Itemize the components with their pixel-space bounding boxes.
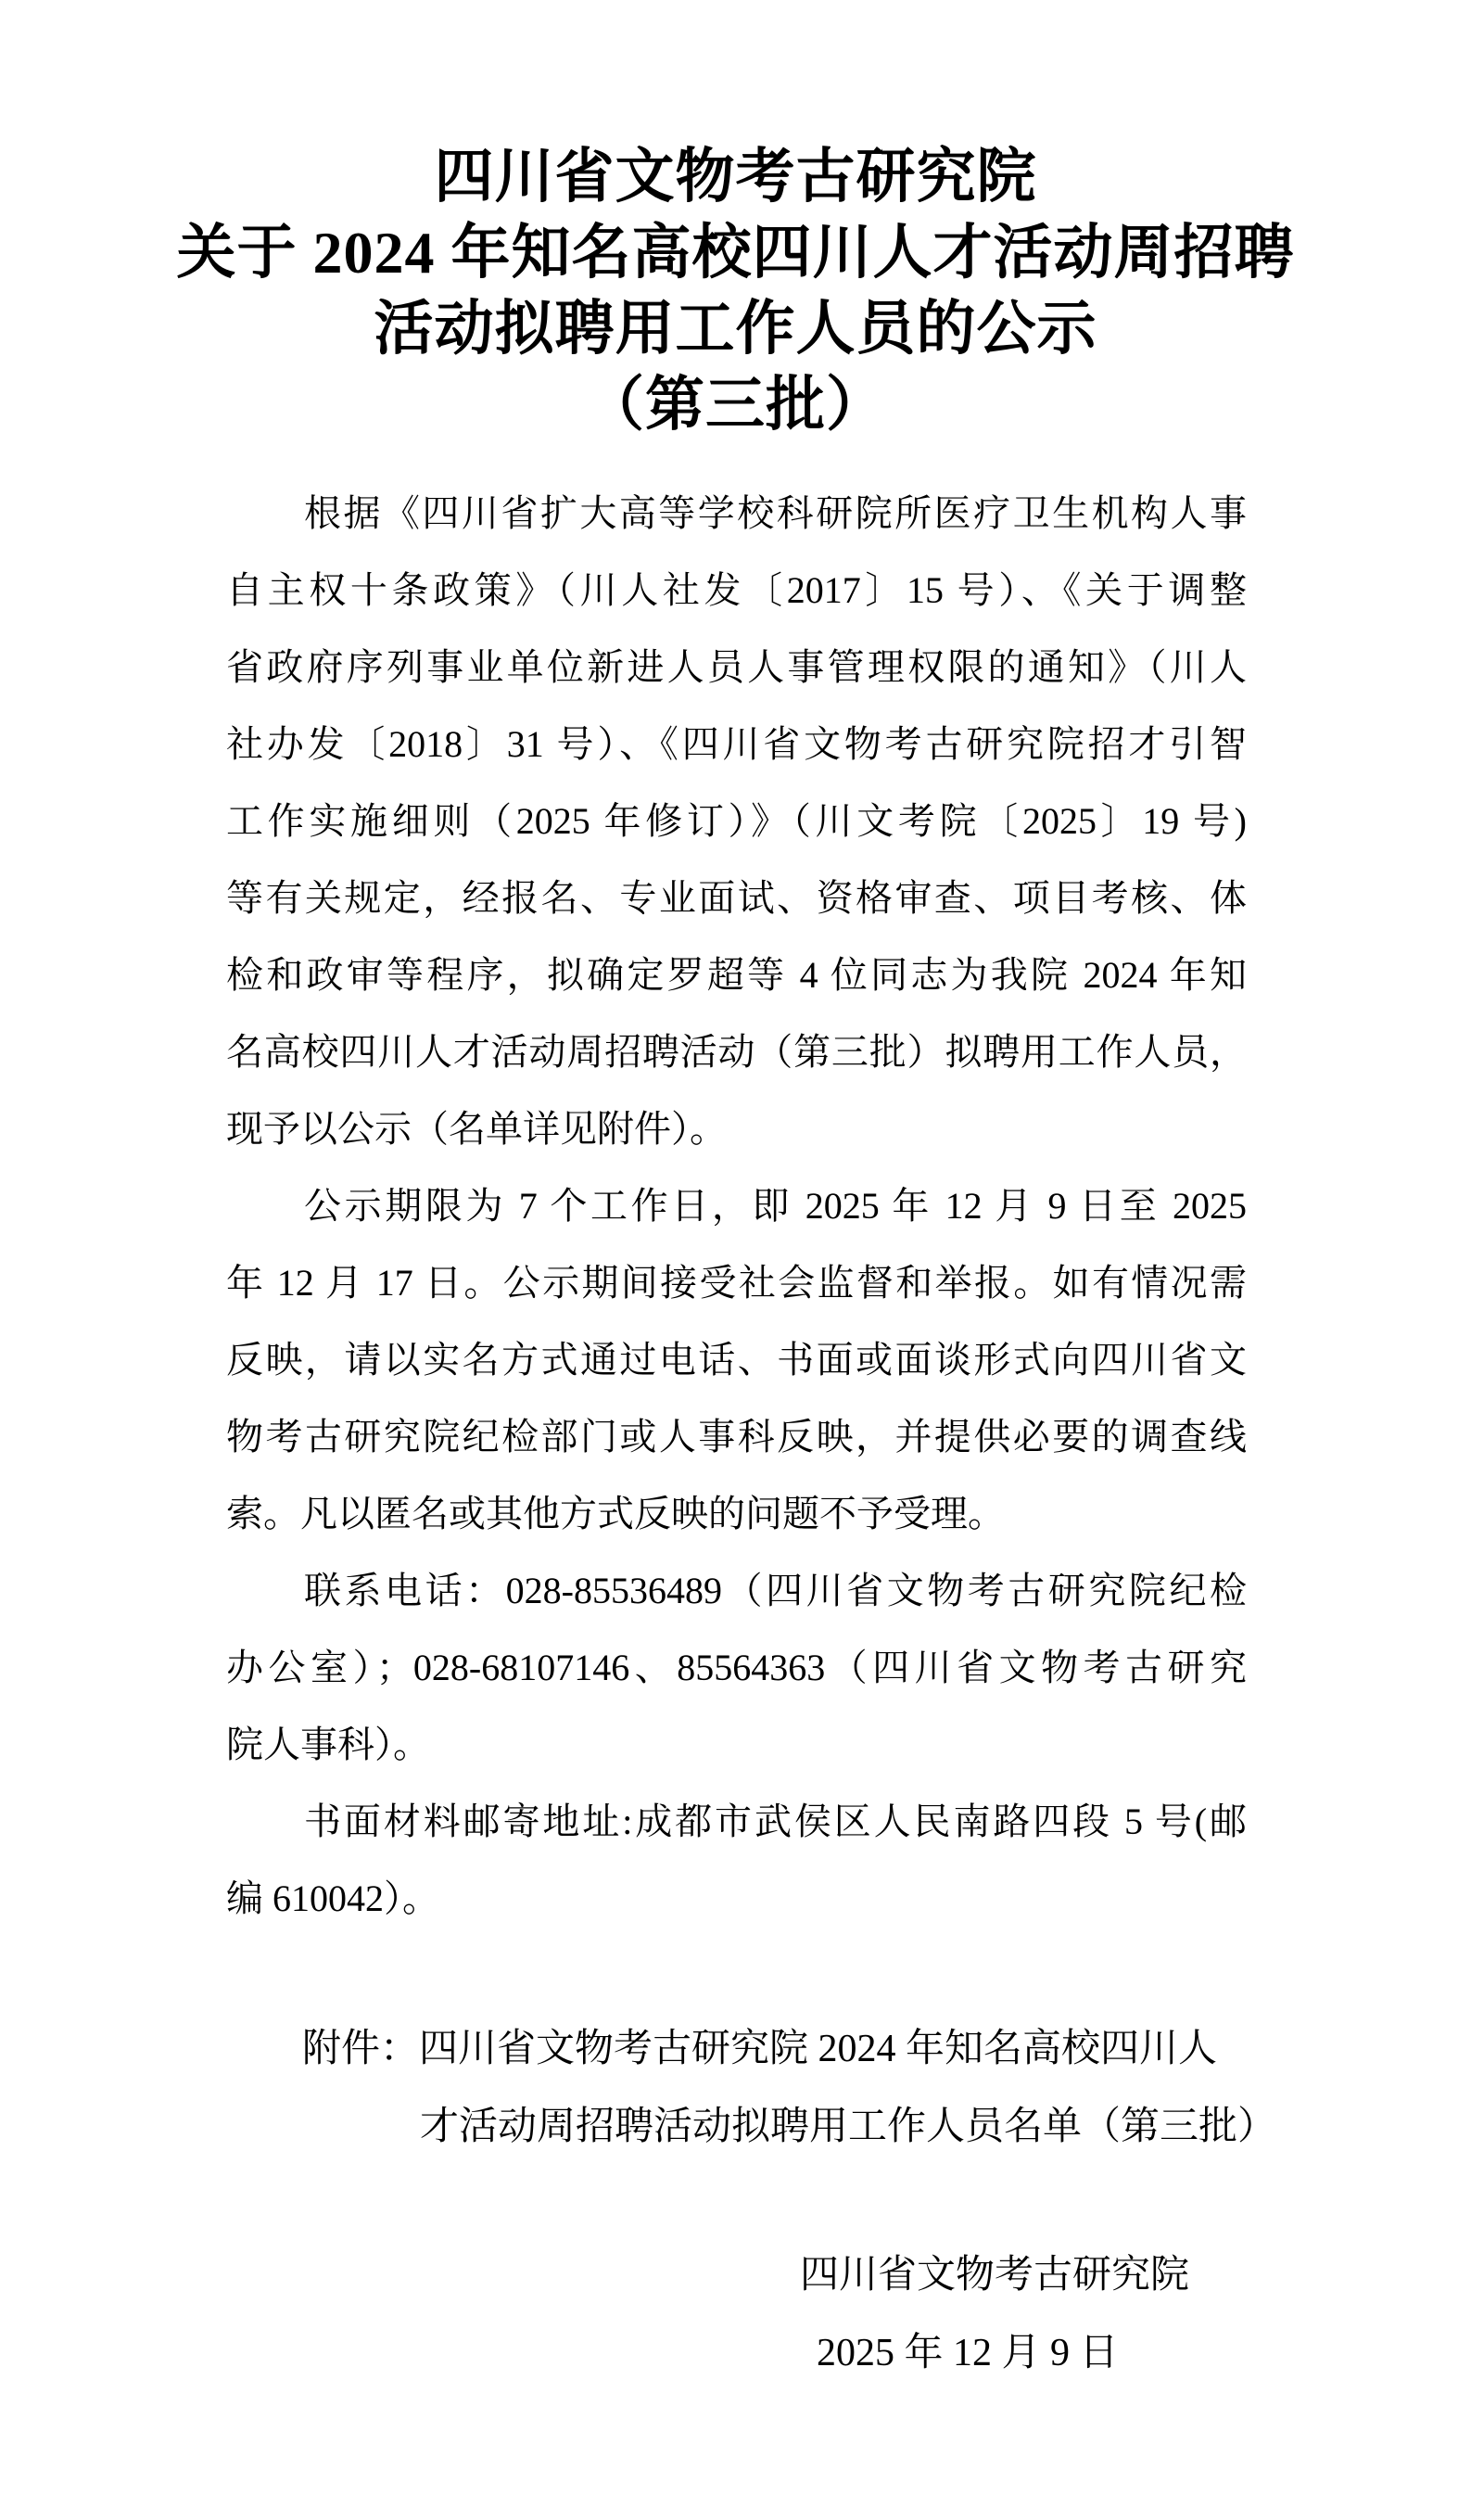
paragraph-publicity-period [226,1167,1247,1552]
body-line: 年 12 月 17 日。公示期间接受社会监督和举报。如有情况需 [226,1262,1247,1304]
body-line: 社办发〔2018〕31 号）、《四川省文物考古研究院招才引智 [226,723,1247,765]
body-line: 省政府序列事业单位新进人员人事管理权限的通知》（川人 [226,646,1247,688]
title-line-3: 活动拟聘用工作人员的公示 [374,296,1097,362]
document-body [226,475,1247,1937]
title-line-4-batch: （第三批） [585,372,886,438]
paragraph-mailing-address [226,1783,1247,1937]
body-line: 编 610042）。 [226,1877,439,1919]
body-line: 根据《四川省扩大高等学校科研院所医疗卫生机构人事 [304,492,1247,534]
signature-date: 2025 年 12 月 9 日 [817,2332,1119,2374]
paragraph-basis [226,475,1247,1167]
title-line-2: 关于 2024 年知名高校四川人才活动周招聘 [176,220,1295,286]
body-line: 物考古研究院纪检部门或人事科反映，并提供必要的调查线 [226,1416,1247,1457]
body-line: 检和政审等程序，拟确定罗超等 4 位同志为我院 2024 年知 [226,954,1247,996]
body-line: 等有关规定，经报名、专业面试、资格审查、项目考核、体 [226,877,1247,919]
body-line: 索。凡以匿名或其他方式反映的问题不予受理。 [226,1493,1005,1534]
attachment-line: 附件：四川省文物考古研究院 2024 年知名高校四川人 [302,2028,1218,2070]
body-line: 现予以公示（名单详见附件）。 [226,1108,727,1150]
title-line-1: 四川省文物考古研究院 [434,144,1037,210]
document-title [0,139,1471,443]
signature-org: 四川省文物考古研究院 [800,2254,1190,2297]
body-line: 名高校四川人才活动周招聘活动（第三批）拟聘用工作人员， [226,1031,1247,1073]
attachment-note [226,2010,1277,2166]
body-line: 联系电话：028-85536489（四川省文物考古研究院纪检 [304,1570,1247,1611]
paragraph-contact-phone [226,1552,1247,1783]
body-line: 院人事科）。 [226,1724,430,1765]
body-line: 书面材料邮寄地址:成都市武侯区人民南路四段 5 号(邮 [304,1801,1247,1842]
body-line: 自主权十条政策》（川人社发〔2017〕15 号）、《关于调整 [226,569,1247,611]
signature [800,2236,1189,2392]
body-line: 公示期限为 7 个工作日，即 2025 年 12 月 9 日至 2025 [304,1185,1247,1227]
attachment-line: 才活动周招聘活动拟聘用工作人员名单（第三批） [420,2106,1277,2148]
body-line: 工作实施细则（2025 年修订）》（川文考院〔2025〕19 号) [226,800,1247,842]
body-line: 反映，请以实名方式通过电话、书面或面谈形式向四川省文 [226,1339,1247,1381]
body-line: 办公室）；028-68107146、85564363（四川省文物考古研究 [226,1647,1247,1688]
